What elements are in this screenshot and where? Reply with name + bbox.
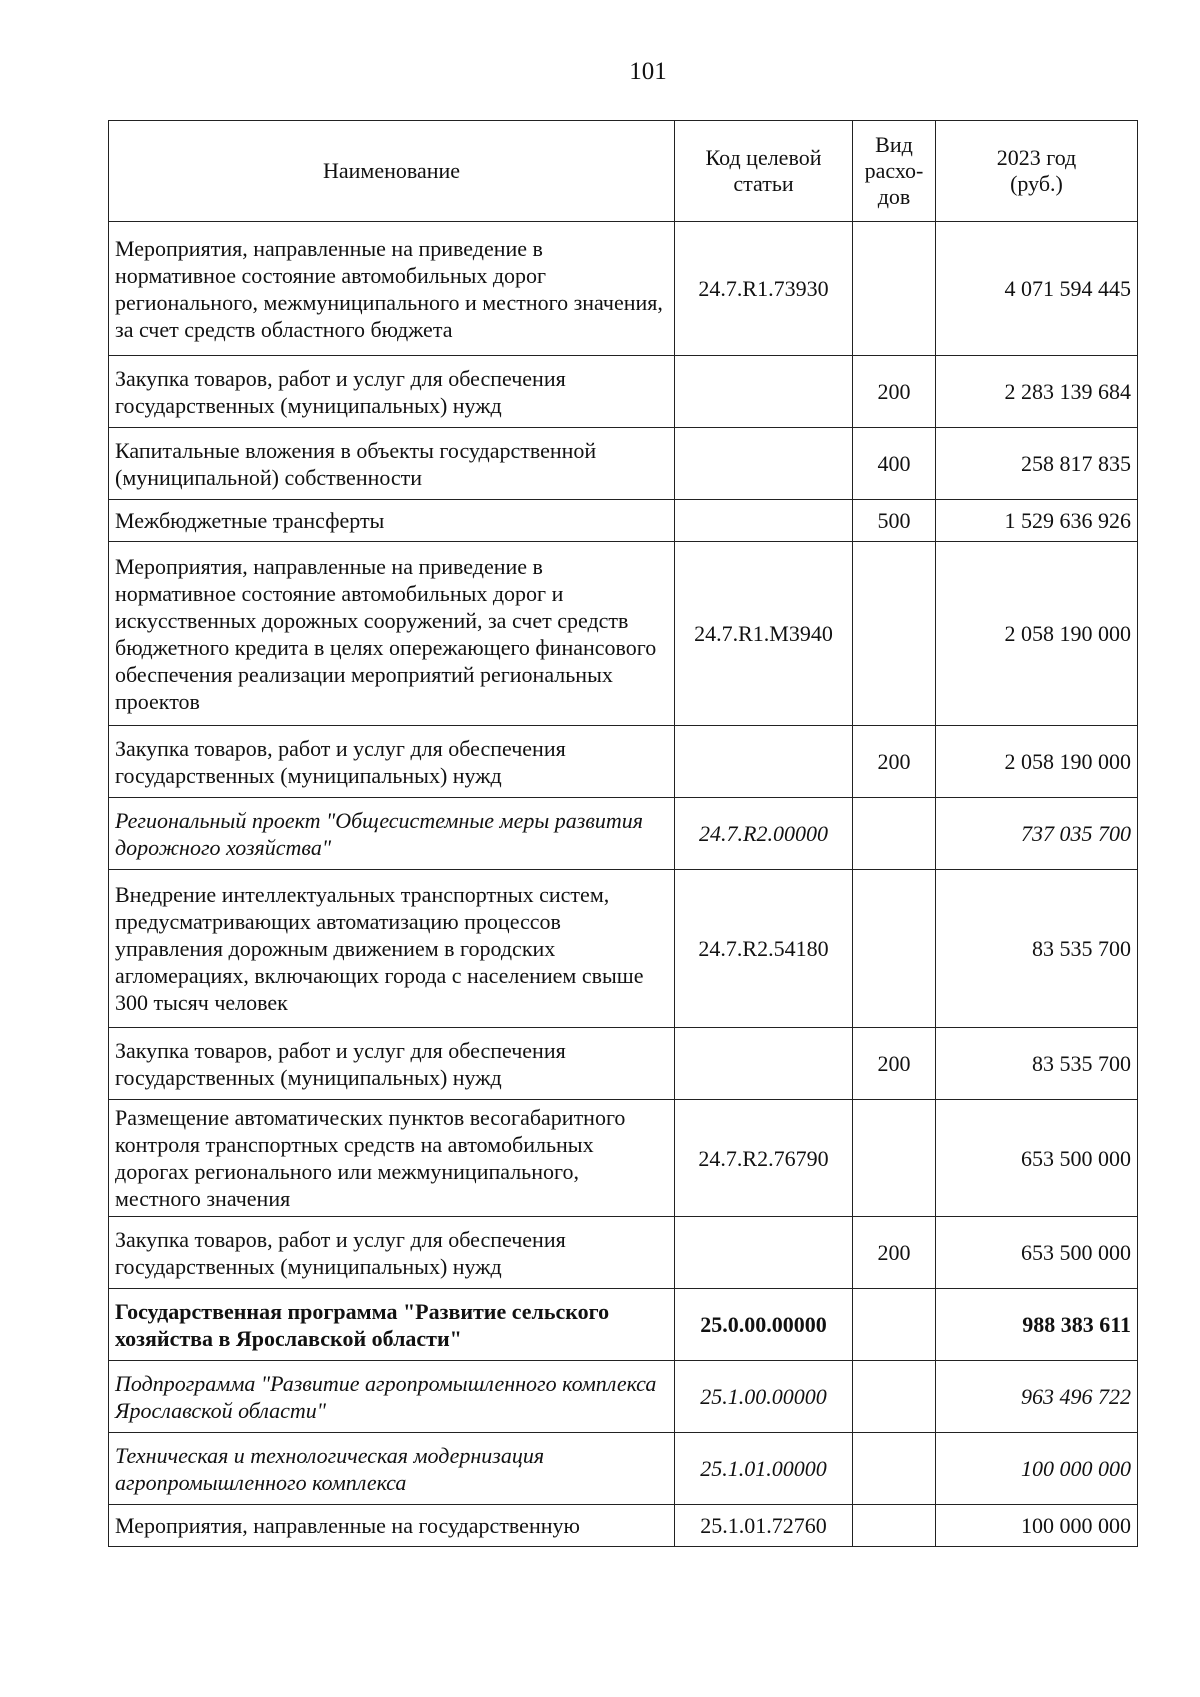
row-code — [675, 726, 853, 798]
row-name: Закупка товаров, работ и услуг для обеспечения государственных (муниципальных) нужд — [109, 1217, 675, 1289]
row-name: Региональный проект "Общесистемные меры развития дорожного хозяйства" — [109, 798, 675, 870]
table-row — [109, 870, 1138, 1028]
row-type — [853, 1289, 936, 1361]
row-amount: 653 500 000 — [936, 1100, 1138, 1217]
row-name: Размещение автоматических пунктов весогабаритного контроля транспортных средств на автомобильных дорогах регионального или межмуниципального, местного значения — [109, 1100, 675, 1217]
row-code: 25.1.01.72760 — [675, 1505, 853, 1547]
row-code — [675, 1217, 853, 1289]
row-type: 400 — [853, 428, 936, 500]
header-code: Код целевой статьи — [675, 121, 853, 222]
row-amount: 2 058 190 000 — [936, 542, 1138, 726]
row-code: 25.1.01.00000 — [675, 1433, 853, 1505]
header-amount: 2023 год (руб.) — [936, 121, 1138, 222]
row-amount: 963 496 722 — [936, 1361, 1138, 1433]
row-name: Межбюджетные трансферты — [109, 500, 675, 542]
row-type — [853, 1361, 936, 1433]
row-amount: 100 000 000 — [936, 1505, 1138, 1547]
row-name: Государственная программа "Развитие сельского хозяйства в Ярославской области" — [109, 1289, 675, 1361]
row-name: Мероприятия, направленные на приведение в нормативное состояние автомобильных дорог регионального, межмуниципального и местного значения, за счет средств областного бюджета — [109, 222, 675, 356]
page-number: 101 — [629, 58, 667, 85]
row-type: 200 — [853, 1028, 936, 1100]
row-code: 25.0.00.00000 — [675, 1289, 853, 1361]
table-row — [109, 1289, 1138, 1361]
row-code: 24.7.R1.73930 — [675, 222, 853, 356]
row-name: Закупка товаров, работ и услуг для обеспечения государственных (муниципальных) нужд — [109, 1028, 675, 1100]
row-code — [675, 428, 853, 500]
row-type — [853, 542, 936, 726]
row-name: Техническая и технологическая модернизация агропромышленного комплекса — [109, 1433, 675, 1505]
row-amount: 258 817 835 — [936, 428, 1138, 500]
row-type: 500 — [853, 500, 936, 542]
header-type: Вид расхо-дов — [853, 121, 936, 222]
row-type — [853, 1505, 936, 1547]
row-type — [853, 222, 936, 356]
row-name: Закупка товаров, работ и услуг для обеспечения государственных (муниципальных) нужд — [109, 726, 675, 798]
row-type — [853, 870, 936, 1028]
row-type: 200 — [853, 726, 936, 798]
table-header-row — [109, 121, 1138, 222]
row-type — [853, 1100, 936, 1217]
row-amount: 737 035 700 — [936, 798, 1138, 870]
row-amount: 2 058 190 000 — [936, 726, 1138, 798]
row-code — [675, 356, 853, 428]
row-type: 200 — [853, 356, 936, 428]
row-amount: 100 000 000 — [936, 1433, 1138, 1505]
row-code: 24.7.R2.00000 — [675, 798, 853, 870]
row-amount: 988 383 611 — [936, 1289, 1138, 1361]
table-row — [109, 1100, 1138, 1217]
row-code: 24.7.R2.76790 — [675, 1100, 853, 1217]
row-code — [675, 500, 853, 542]
table-row — [109, 428, 1138, 500]
row-name: Мероприятия, направленные на государственную — [109, 1505, 675, 1547]
row-name: Капитальные вложения в объекты государственной (муниципальной) собственности — [109, 428, 675, 500]
row-type — [853, 798, 936, 870]
row-type: 200 — [853, 1217, 936, 1289]
budget-table — [108, 120, 1138, 1547]
row-code — [675, 1028, 853, 1100]
row-amount: 4 071 594 445 — [936, 222, 1138, 356]
table-row — [109, 222, 1138, 356]
row-name: Подпрограмма "Развитие агропромышленного комплекса Ярославской области" — [109, 1361, 675, 1433]
table-row — [109, 798, 1138, 870]
table-row — [109, 1505, 1138, 1547]
row-amount: 1 529 636 926 — [936, 500, 1138, 542]
header-name: Наименование — [109, 121, 675, 222]
row-code: 24.7.R2.54180 — [675, 870, 853, 1028]
table-row — [109, 1433, 1138, 1505]
row-name: Закупка товаров, работ и услуг для обеспечения государственных (муниципальных) нужд — [109, 356, 675, 428]
row-code: 24.7.R1.M3940 — [675, 542, 853, 726]
row-amount: 83 535 700 — [936, 870, 1138, 1028]
table-row — [109, 356, 1138, 428]
row-amount: 653 500 000 — [936, 1217, 1138, 1289]
row-code: 25.1.00.00000 — [675, 1361, 853, 1433]
table-row — [109, 1028, 1138, 1100]
row-type — [853, 1433, 936, 1505]
table-row — [109, 1361, 1138, 1433]
row-name: Внедрение интеллектуальных транспортных систем, предусматривающих автоматизацию процессов управления дорожным движением в городских агломерациях, включающих города с населением свыше 300 тысяч человек — [109, 870, 675, 1028]
table-row — [109, 542, 1138, 726]
row-amount: 83 535 700 — [936, 1028, 1138, 1100]
row-name: Мероприятия, направленные на приведение в нормативное состояние автомобильных дорог и искусственных дорожных сооружений, за счет средств бюджетного кредита в целях опережающего финансового обеспечения реализации мероприятий региональных проектов — [109, 542, 675, 726]
row-amount: 2 283 139 684 — [936, 356, 1138, 428]
table-row — [109, 500, 1138, 542]
table-row — [109, 1217, 1138, 1289]
table-row — [109, 726, 1138, 798]
